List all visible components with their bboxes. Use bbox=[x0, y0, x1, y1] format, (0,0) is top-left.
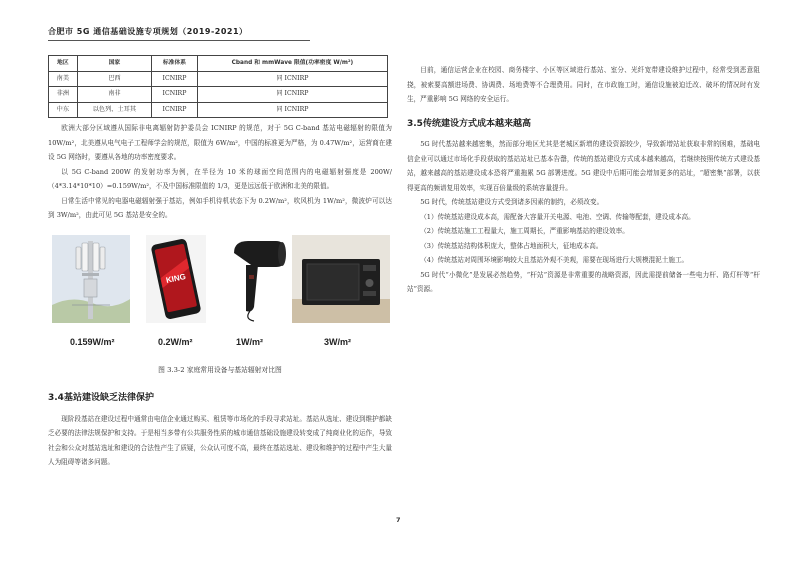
body-paragraph: 欧洲大部分区域遵从国际非电离辐射防护委员会 ICNIRP 的规范，对于 5G C-band 基站电磁辐射的限值为 10W/m²，北美遵从电气电子工程师学会的规范，限值为 6W/m²，中国的标准更为严格，为 0.47W/m²，运营商在建设 5G 网络时，要遵从各地的功率密度要求。 bbox=[48, 124, 392, 161]
body-paragraph: 5G 时代，传统基站建设方式受到诸多因素的制约，必须改变。 bbox=[420, 198, 604, 206]
table-cell: 中东 bbox=[49, 102, 78, 118]
body-paragraph: 目前，通信运营企业在校园、商务楼宇、小区等区域进行基站、室分、光纤宽带建设维护过程中，经常受到恶意阻挠，被索要高额进场费、协调费、场地费等不合理费用。同时，在市政施工时，通信设施被迫迁改、破坏的情况时有发生，严重影响 5G 网络的安全运行。 bbox=[407, 66, 760, 103]
phone-screen-text: KING bbox=[165, 271, 187, 285]
table-cell: 以色列、土耳其 bbox=[77, 102, 151, 118]
table-header-cell: 地区 bbox=[49, 56, 78, 72]
base-station-radiation-label: 0.159W/m² bbox=[70, 336, 115, 347]
left-column bbox=[48, 55, 392, 470]
list-item: （2）传统基站施工工程量大，施工周期长，严重影响基站的建设效率。 bbox=[420, 227, 629, 235]
hair-dryer-image bbox=[224, 235, 290, 323]
body-paragraph: 5G 时代基站越来越密集，然而部分地区尤其是老城区新增的建设资源较少，导致新增站址获取非常的困难，基础电信企业可以通过市场化手段获取的基站站址已基本告罄，传统的基站建设方式成本越来越高，若继续按照传统方式建设基站，越来越高的基站建设成本恐将严重拖累 5G 部署进度。5G 建设中后期可能会增加更多的站址，“超密集”部署，以获得更高的频谱复用效率，实现百倍量级的系统容量提升。 bbox=[407, 140, 760, 192]
table-cell: ICNIRP bbox=[152, 102, 198, 118]
regulation-table bbox=[48, 55, 388, 118]
table-cell: 同 ICNIRP bbox=[197, 87, 387, 103]
table-cell: 巴西 bbox=[77, 71, 151, 87]
table-header-cell: Cband 和 mmWave 限值(功率密度 W/m²) bbox=[197, 56, 387, 72]
table-cell: 非洲 bbox=[49, 87, 78, 103]
table-cell: ICNIRP bbox=[152, 87, 198, 103]
table-cell: 南美 bbox=[49, 71, 78, 87]
body-paragraph: 日常生活中常见的电器电磁辐射强于基站，例如手机待机状态下为 0.2W/m²，吹风机为 1W/m²，微波炉可以达到 3W/m²，由此可见 5G 基站是安全的。 bbox=[48, 196, 392, 219]
table-cell: 同 ICNIRP bbox=[197, 102, 387, 118]
page-header-title: 合肥市 5G 通信基础设施专项规划（2019-2021） bbox=[48, 27, 248, 36]
radiation-comparison-figure bbox=[48, 235, 392, 363]
right-column bbox=[407, 63, 760, 297]
mobile-phone-image bbox=[146, 235, 206, 323]
page-number: 7 bbox=[396, 516, 401, 524]
body-paragraph: 现阶段基站在建设过程中通常由电信企业通过购买、租赁等市场化的手段寻求站址。基站从选址、建设到维护都缺乏必要的法律法规保护和支持。于是相当多带有公共服务性质的城市通信基础设施建设转变成了纯商业化的运作，导致社会和公众对基站选址和建设的合法性产生了质疑，公众认可度不高，最终在基站选址、建设和维护的过程中产生大量人为阻碍等诸多问题。 bbox=[48, 414, 392, 466]
microwave-radiation-label: 3W/m² bbox=[324, 336, 351, 347]
table-cell: 南非 bbox=[77, 87, 151, 103]
section-heading: 3.4基站建设缺乏法律保护 bbox=[48, 393, 154, 403]
hair-dryer-radiation-label: 1W/m² bbox=[236, 336, 263, 347]
table-header-cell: 国家 bbox=[77, 56, 151, 72]
table-row bbox=[49, 102, 388, 118]
body-paragraph: 以 5G C-band 200W 的发射功率为例，在半径为 10 米的球面空间范围内的电磁辐射强度是 200W/（4*3.14*10*10）=0.159W/m²，不及中国标准限值的 1/3，更是远远低于欧洲和北美的限值。 bbox=[48, 167, 392, 190]
microwave-oven-image bbox=[292, 235, 390, 323]
list-item: （4）传统基站对周围环境影响较大且基站外观不美观，需要在现场进行大规模混泥土施工。 bbox=[420, 256, 689, 264]
list-item: （3）传统基站结构体积庞大，整体占地面积大，征地成本高。 bbox=[420, 241, 603, 250]
section-heading: 3.5传统建设方式成本越来越高 bbox=[407, 118, 531, 129]
table-row bbox=[49, 87, 388, 103]
table-row bbox=[49, 71, 388, 87]
phone-radiation-label: 0.2W/m² bbox=[158, 336, 193, 347]
table-cell: 同 ICNIRP bbox=[197, 71, 387, 87]
list-item: （1）传统基站建设成本高，需配备大容量开关电源、电池、空调、传输等配套，建设成本高。 bbox=[420, 212, 695, 221]
table-header-row bbox=[49, 56, 388, 72]
header-divider bbox=[48, 40, 310, 41]
table-header-cell: 标准体系 bbox=[152, 56, 198, 72]
table-cell: ICNIRP bbox=[152, 71, 198, 87]
base-station-image bbox=[52, 235, 130, 323]
figure-caption: 图 3.3-2 家庭常用设备与基站辐射对比图 bbox=[158, 365, 282, 374]
body-paragraph: 5G 时代“小微化”是发展必然趋势，“杆站”资源是非常重要的战略资源，因此需提前储备一些电力杆、路灯杆等“杆站”资源。 bbox=[407, 270, 760, 293]
